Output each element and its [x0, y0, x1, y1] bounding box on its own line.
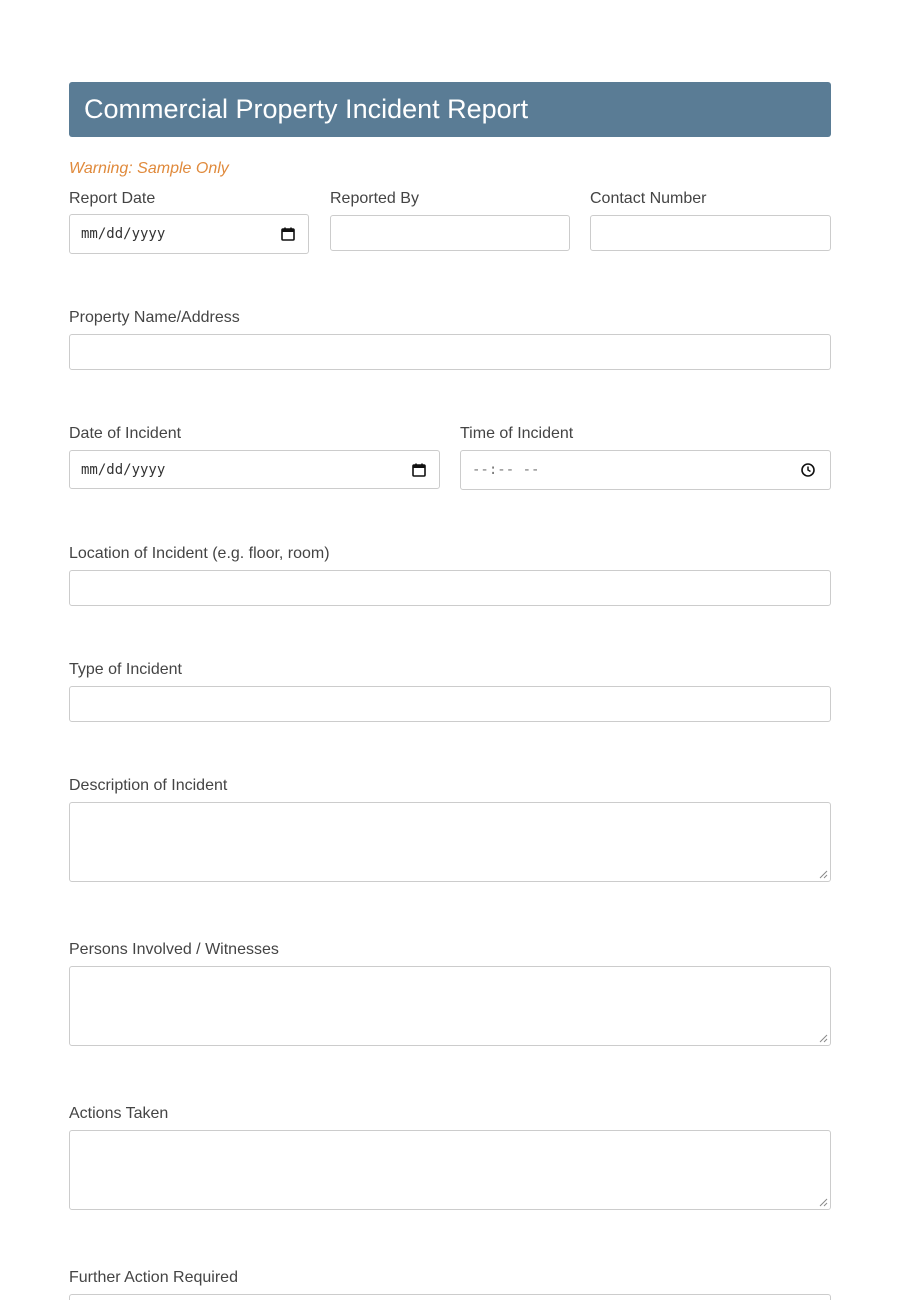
further-action-label: Further Action Required — [69, 1269, 238, 1286]
page-title: Commercial Property Incident Report — [84, 94, 529, 124]
actions-label: Actions Taken — [69, 1105, 169, 1122]
location-label: Location of Incident (e.g. floor, room) — [69, 545, 330, 562]
persons-label: Persons Involved / Witnesses — [69, 941, 279, 958]
property-input[interactable] — [69, 334, 831, 370]
report-date-placeholder: mm/dd/yyyy — [81, 226, 166, 242]
incident-type-input[interactable] — [69, 686, 831, 722]
report-date-input[interactable] — [69, 214, 309, 254]
location-input[interactable] — [69, 570, 831, 606]
incident-date-input[interactable] — [69, 450, 440, 489]
property-label: Property Name/Address — [69, 309, 240, 326]
calendar-icon[interactable] — [280, 226, 296, 242]
incident-time-label: Time of Incident — [460, 425, 574, 442]
incident-date-label: Date of Incident — [69, 425, 182, 442]
report-date-label: Report Date — [69, 190, 156, 207]
actions-textarea[interactable] — [69, 1130, 831, 1210]
clock-icon[interactable] — [800, 462, 816, 478]
resize-grip-icon[interactable] — [819, 870, 828, 879]
description-textarea[interactable] — [69, 802, 831, 882]
description-label: Description of Incident — [69, 777, 228, 794]
form-header — [69, 82, 831, 137]
contact-number-input[interactable] — [590, 215, 831, 251]
contact-number-label: Contact Number — [590, 190, 707, 207]
resize-grip-icon[interactable] — [819, 1198, 828, 1207]
incident-time-input[interactable] — [460, 450, 831, 490]
warning-text: Warning: Sample Only — [69, 160, 229, 177]
calendar-icon[interactable] — [411, 462, 427, 478]
persons-textarea[interactable] — [69, 966, 831, 1046]
incident-type-label: Type of Incident — [69, 661, 182, 678]
further-action-input[interactable] — [69, 1294, 831, 1300]
resize-grip-icon[interactable] — [819, 1034, 828, 1043]
reported-by-input[interactable] — [330, 215, 570, 251]
incident-date-placeholder: mm/dd/yyyy — [81, 461, 166, 478]
incident-time-placeholder: --:-- -- — [472, 462, 540, 478]
reported-by-label: Reported By — [330, 190, 419, 207]
